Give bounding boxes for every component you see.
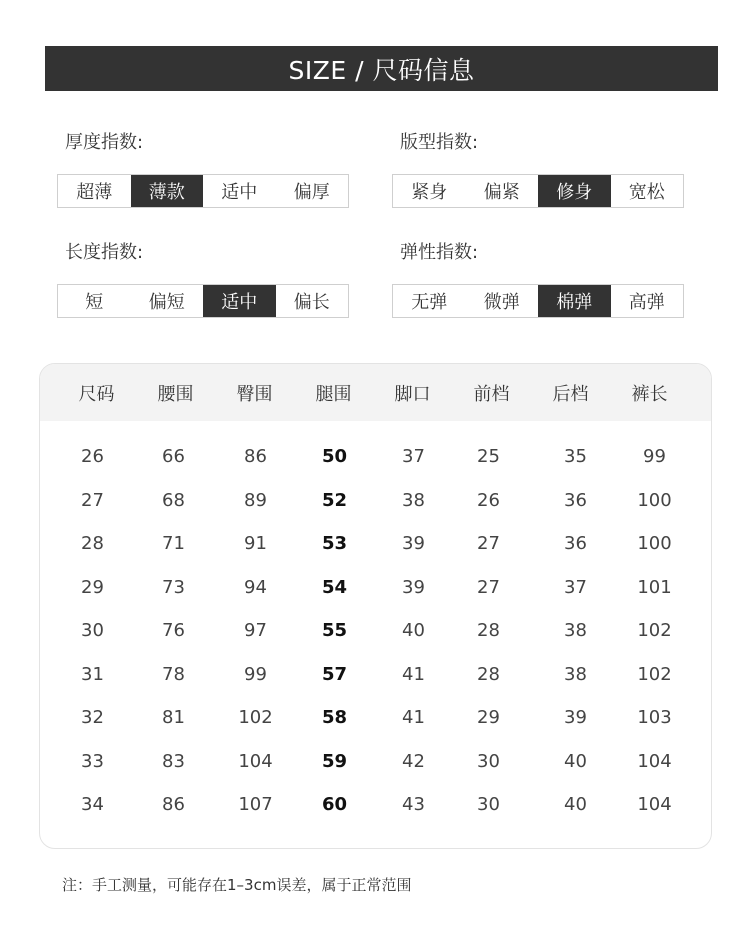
table-cell: 30: [477, 794, 500, 816]
header-length: 裤长: [631, 383, 668, 405]
table-body: [40, 421, 711, 827]
table-cell: 59: [321, 750, 348, 772]
size-table: [39, 363, 712, 849]
header-front-rise: 前档: [473, 383, 510, 405]
table-cell: 81: [162, 707, 185, 729]
table-cell: 91: [244, 533, 267, 555]
table-cell: 103: [637, 707, 672, 729]
table-row: [40, 609, 711, 653]
table-cell: 29: [477, 707, 500, 729]
table-cell: 26: [81, 446, 104, 468]
table-cell: 102: [637, 663, 672, 685]
thickness-segments: [57, 174, 349, 208]
thickness-indicator: [57, 130, 330, 203]
header-back-rise: 后档: [552, 383, 589, 405]
table-cell: 27: [477, 576, 500, 598]
header-hem: 脚口: [394, 383, 431, 405]
header-waist: 腰围: [157, 383, 194, 405]
segment-option: 偏厚: [293, 182, 330, 203]
table-cell: 101: [637, 576, 672, 598]
table-cell: 33: [81, 750, 104, 772]
table-cell: 55: [321, 620, 348, 642]
table-cell: 31: [81, 663, 104, 685]
table-row: [40, 740, 711, 784]
indicator-label: 弹性指数:: [400, 242, 479, 263]
segment-option: 无弹: [411, 292, 448, 313]
indicator-label: 版型指数:: [400, 132, 479, 153]
table-cell: 76: [162, 620, 185, 642]
table-row: [40, 783, 711, 827]
page-title: SIZE / 尺码信息: [288, 55, 475, 85]
segment-option-active: 适中: [203, 285, 276, 317]
table-cell: 78: [162, 663, 185, 685]
table-cell: 71: [162, 533, 185, 555]
table-cell: 60: [321, 794, 348, 816]
length-segments: [57, 284, 349, 318]
table-cell: 39: [402, 533, 425, 555]
table-cell: 28: [81, 533, 104, 555]
table-cell: 29: [81, 576, 104, 598]
table-cell: 39: [564, 707, 587, 729]
table-cell: 54: [321, 576, 348, 598]
table-cell: 52: [321, 489, 348, 511]
table-cell: 27: [81, 489, 104, 511]
segment-option: 超薄: [76, 182, 113, 203]
table-cell: 99: [643, 446, 666, 468]
table-cell: 99: [244, 663, 267, 685]
table-cell: 42: [402, 750, 425, 772]
header-hip: 臀围: [236, 383, 273, 405]
segment-option: 宽松: [628, 182, 665, 203]
indicator-label: 厚度指数:: [65, 132, 144, 153]
table-cell: 100: [637, 489, 672, 511]
table-cell: 34: [81, 794, 104, 816]
table-cell: 104: [637, 794, 672, 816]
table-header: [40, 364, 711, 421]
table-cell: 89: [244, 489, 267, 511]
fit-indicator: [392, 130, 665, 203]
table-cell: 53: [321, 533, 348, 555]
table-cell: 28: [477, 663, 500, 685]
table-cell: 102: [637, 620, 672, 642]
segment-option: 偏短: [148, 292, 185, 313]
table-cell: 57: [321, 663, 348, 685]
table-cell: 104: [238, 750, 273, 772]
table-cell: 32: [81, 707, 104, 729]
elasticity-indicator: [392, 240, 665, 313]
table-cell: 102: [238, 707, 273, 729]
header-thigh: 腿围: [315, 383, 352, 405]
segment-option: 微弹: [483, 292, 520, 313]
title-bar: [45, 46, 718, 91]
table-cell: 86: [244, 446, 267, 468]
segment-option: 适中: [221, 182, 258, 203]
fit-segments: [392, 174, 684, 208]
segment-option: 偏紧: [483, 182, 520, 203]
segment-option: 偏长: [293, 292, 330, 313]
segment-option-active: 薄款: [131, 175, 204, 207]
table-row: [40, 653, 711, 697]
table-row: [40, 522, 711, 566]
table-cell: 40: [402, 620, 425, 642]
table-cell: 68: [162, 489, 185, 511]
table-cell: 73: [162, 576, 185, 598]
table-cell: 66: [162, 446, 185, 468]
table-cell: 58: [321, 707, 348, 729]
table-cell: 36: [564, 489, 587, 511]
table-cell: 27: [477, 533, 500, 555]
table-cell: 38: [564, 620, 587, 642]
table-cell: 38: [564, 663, 587, 685]
length-indicator: [57, 240, 330, 313]
segment-option-active: 棉弹: [538, 285, 611, 317]
indicator-label: 长度指数:: [65, 242, 144, 263]
table-cell: 30: [477, 750, 500, 772]
table-cell: 40: [564, 794, 587, 816]
table-cell: 83: [162, 750, 185, 772]
table-cell: 38: [402, 489, 425, 511]
table-cell: 97: [244, 620, 267, 642]
table-cell: 50: [321, 446, 348, 468]
elasticity-segments: [392, 284, 684, 318]
table-cell: 28: [477, 620, 500, 642]
table-cell: 94: [244, 576, 267, 598]
table-cell: 86: [162, 794, 185, 816]
table-cell: 30: [81, 620, 104, 642]
table-row: [40, 696, 711, 740]
measurement-note: 注：手工测量，可能存在1–3cm误差，属于正常范围: [62, 876, 412, 894]
header-size: 尺码: [78, 383, 115, 405]
table-cell: 40: [564, 750, 587, 772]
table-cell: 43: [402, 794, 425, 816]
table-cell: 26: [477, 489, 500, 511]
segment-option: 高弹: [628, 292, 665, 313]
table-cell: 41: [402, 663, 425, 685]
segment-option: 紧身: [411, 182, 448, 203]
table-cell: 104: [637, 750, 672, 772]
table-row: [40, 566, 711, 610]
table-cell: 25: [477, 446, 500, 468]
segment-option-active: 修身: [538, 175, 611, 207]
table-row: [40, 479, 711, 523]
segment-option: 短: [85, 292, 104, 313]
table-row: [40, 435, 711, 479]
table-cell: 37: [564, 576, 587, 598]
table-cell: 36: [564, 533, 587, 555]
table-cell: 107: [238, 794, 273, 816]
table-cell: 35: [564, 446, 587, 468]
table-cell: 39: [402, 576, 425, 598]
table-cell: 37: [402, 446, 425, 468]
table-cell: 100: [637, 533, 672, 555]
table-cell: 41: [402, 707, 425, 729]
